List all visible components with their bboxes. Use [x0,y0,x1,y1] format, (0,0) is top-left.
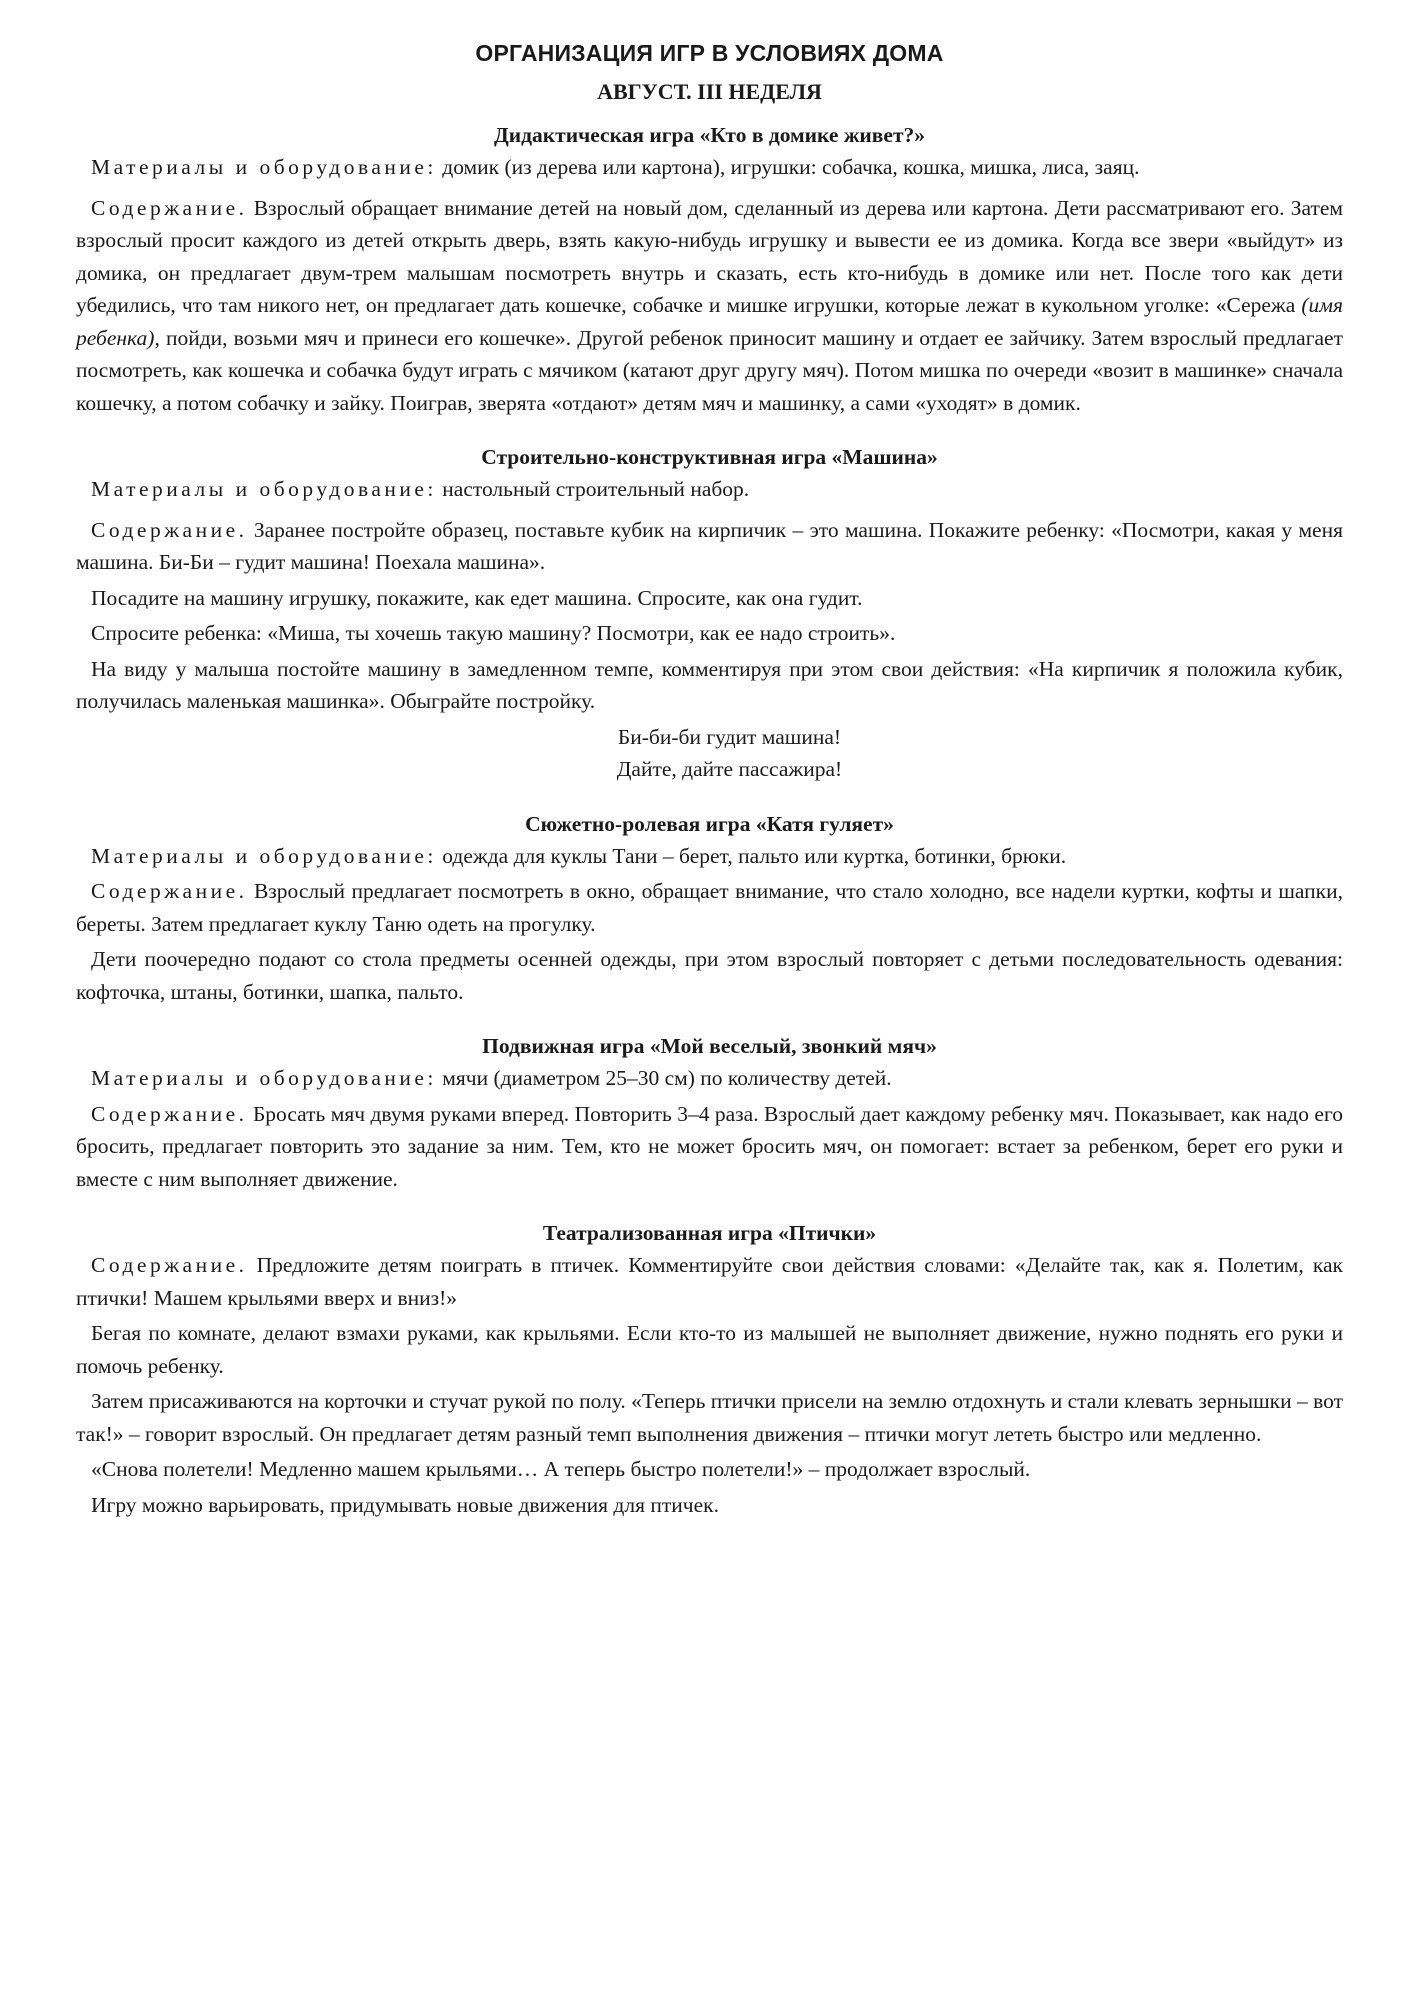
materials-label: Материалы и оборудование: [91,843,437,868]
section-role-play-game [76,812,1343,1009]
content-paragraph [76,514,1343,579]
content-text: Предложите детям поиграть в птичек. Комментируйте свои действия словами: «Делайте так, как я. Полетим, как птички! Машем крыльями вверх и вниз!» [76,1253,1343,1310]
body-paragraph: Дети поочередно подают со стола предметы осенней одежды, при этом взрослый повторяет с детьми последовательность одевания: кофточка, штаны, ботинки, шапка, пальто. [76,947,1343,1004]
body-paragraph: Посадите на машину игрушку, покажите, как едет машина. Спросите, как она гудит. [91,585,863,610]
section-didactic-game [76,123,1343,419]
materials-paragraph [76,1062,1343,1095]
section-title: Строительно-конструктивная игра «Машина» [481,445,938,469]
materials-text: одежда для куклы Тани – берет, пальто или куртка, ботинки, брюки. [442,843,1067,868]
body-paragraph: Игру можно варьировать, придумывать новые движения для птичек. [91,1492,719,1517]
materials-label: Материалы и оборудование: [91,1066,437,1090]
content-label: Содержание. [91,879,248,903]
materials-text: мячи (диаметром 25–30 см) по количеству детей. [442,1066,892,1090]
body-paragraph: «Снова полетели! Медленно машем крыльями… А теперь быстро полетели!» – продолжает взрослый. [91,1457,1031,1481]
section-theatrical-game [76,1221,1343,1521]
poem [76,721,1343,786]
materials-paragraph [76,473,1343,506]
poem-line: Дайте, дайте пассажира! [616,757,843,781]
section-title: Театрализованная игра «Птички» [542,1221,877,1245]
body-paragraph: Спросите ребенка: «Миша, ты хочешь такую машину? Посмотри, как ее надо строить». [91,621,896,645]
content-label: Содержание. [91,1253,248,1277]
content-label: Содержание. [91,1101,248,1126]
materials-label: Материалы и оборудование: [91,155,437,179]
section-title: Дидактическая игра «Кто в домике живет?» [493,123,926,147]
section-title: Подвижная игра «Мой веселый, звонкий мяч» [482,1034,937,1058]
content-text-continued: , пойди, возьми мяч и принеси его кошечке». Другой ребенок приносит машину и отдает ее зайчику. Затем взрослый предлагает посмотреть, как кошечка и собачка будут играть с мячиком (катают друг другу мяч). Потом мишка по очереди «возит в машинке» сначала кошечку, а потом собачку и зайку. Поиграв, зверята «отдают» детям мяч и машинку, а сами «уходят» в домик. [76,325,1343,415]
content-paragraph [76,1249,1343,1314]
content-paragraph [76,875,1343,940]
content-text: Заранее постройте образец, поставьте кубик на кирпичик – это машина. Покажите ребенку: «Посмотри, какая у меня машина. Би-Би – гудит машина! Поехала машина». [76,517,1343,574]
materials-paragraph [76,151,1343,184]
content-text: Взрослый обращает внимание детей на новый дом, сделанный из дерева или картона. Дети рассматривают его. Затем взрослый просит каждого из детей открыть дверь, взять какую-нибудь игрушку и вывести ее из домика. Когда все звери «выйдут» из домика, он предлагает двум-трем малышам посмотреть внутрь и сказать, есть кто-нибудь в домике или нет. После того как дети убедились, что там никого нет, он предлагает дать кошечке, собачке и мишке игрушки, которые лежат в кукольном уголке: «Сережа [76,195,1343,317]
materials-text: домик (из дерева или картона), игрушки: собачка, кошка, мишка, лиса, заяц. [442,155,1140,179]
content-paragraph [76,192,1343,420]
section-active-game [76,1034,1343,1195]
body-paragraph: На виду у малыша постойте машину в замедленном темпе, комментируя при этом свои действия: «На кирпичик я положила кубик, получилась маленькая машинка». Обыграйте постройку. [76,656,1343,713]
content-label: Содержание. [91,517,248,542]
content-text: Взрослый предлагает посмотреть в окно, обращает внимание, что стало холодно, все надели куртки, кофты и шапки, береты. Затем предлагает куклу Таню одеть на прогулку. [76,879,1344,936]
poem-line: Би-би-би гудит машина! [617,724,842,749]
section-title: Сюжетно-ролевая игра «Катя гуляет» [525,811,894,836]
body-paragraph: Затем присаживаются на корточки и стучат рукой по полу. «Теперь птички присели на землю отдохнуть и стали клевать зернышки – вот так!» – говорит взрослый. Он предлагает детям разный темп выполнения движения – птички могут лететь быстро или медленно. [76,1389,1343,1446]
page-title: ОРГАНИЗАЦИЯ ИГР В УСЛОВИЯХ ДОМА [475,40,944,66]
page-subtitle: АВГУСТ. III НЕДЕЛЯ [597,79,822,104]
body-paragraph: Бегая по комнате, делают взмахи руками, как крыльями. Если кто-то из малышей не выполняет движение, нужно поднять его руки и помочь ребенку. [76,1321,1343,1378]
content-label: Содержание. [91,195,248,220]
content-text: Бросать мяч двумя руками вперед. Повторить 3–4 раза. Взрослый дает каждому ребенку мяч. Показывает, как надо его бросить, предлагает повторить это задание за ним. Тем, кто не может бросить мяч, он помогает: встает за ребенком, берет его руки и вместе с ним выполняет движение. [76,1101,1343,1191]
section-construction-game [76,445,1343,786]
content-italic-note: (имя ребенка) [76,293,1344,350]
materials-paragraph [76,840,1343,873]
content-paragraph [76,1098,1343,1196]
materials-text: настольный строительный набор. [442,477,750,501]
materials-label: Материалы и оборудование: [91,477,437,501]
